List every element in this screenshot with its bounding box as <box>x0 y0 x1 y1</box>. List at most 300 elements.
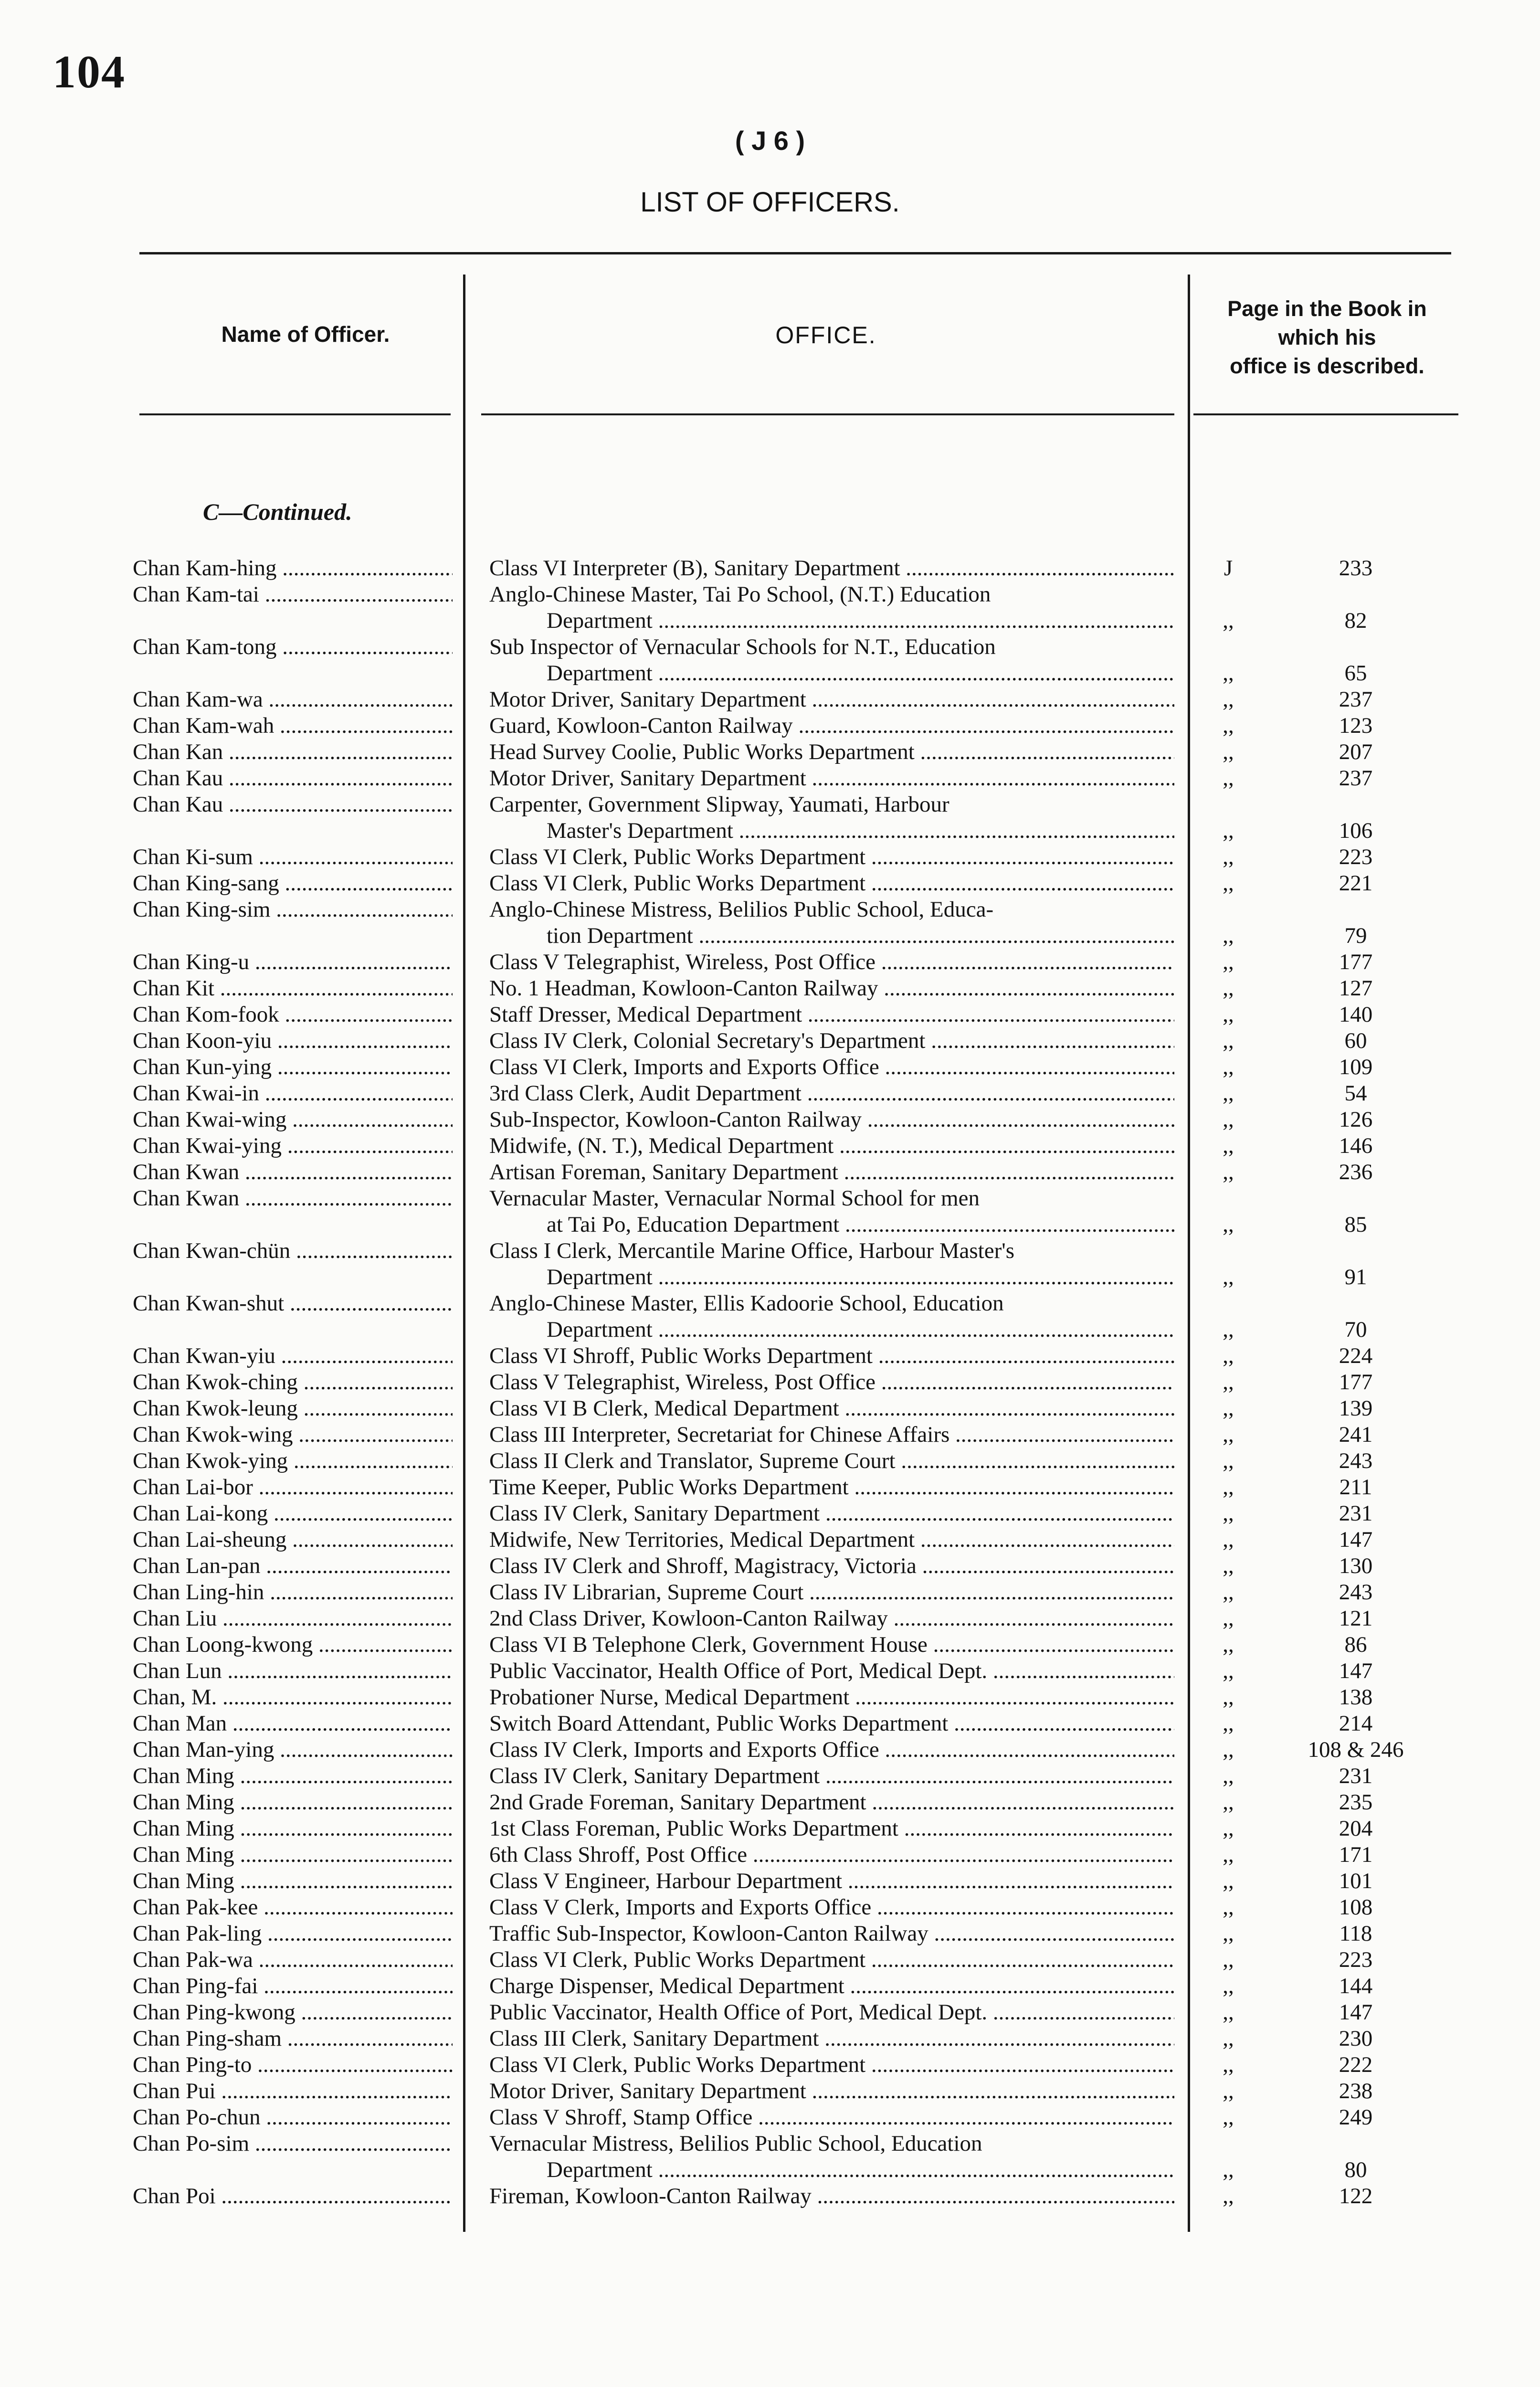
office-line: Midwife, New Territories, Medical Department ..... <box>489 1527 1174 1553</box>
office-line: Class IV Clerk, Sanitary Department ..... <box>489 1763 1174 1789</box>
officer-entry <box>0 844 1540 870</box>
page-reference: 82 <box>1344 608 1367 633</box>
ditto-mark: ,, <box>1223 1632 1234 1657</box>
ditto-mark: ,, <box>1223 766 1234 791</box>
ditto-mark: ,, <box>1223 608 1234 633</box>
header-rule-office <box>481 413 1174 415</box>
ditto-mark: ,, <box>1223 1947 1234 1972</box>
ditto-mark: ,, <box>1223 1685 1234 1710</box>
page-reference: 236 <box>1339 1160 1373 1184</box>
officer-name: Chan Liu ..... <box>133 1605 453 1632</box>
office-line: Class VI Clerk, Imports and Exports Office ..... <box>489 1054 1174 1080</box>
page-reference: 235 <box>1339 1790 1373 1815</box>
officer-entry <box>0 792 1540 844</box>
ditto-mark: ,, <box>1223 1265 1234 1289</box>
office-line: Class V Shroff, Stamp Office ..... <box>489 2104 1174 2131</box>
ditto-mark: ,, <box>1223 661 1234 686</box>
office-line: Department ..... <box>489 608 1174 634</box>
office-line: Motor Driver, Sanitary Department ..... <box>489 765 1174 792</box>
office-description <box>489 2052 1174 2078</box>
ditto-mark: ,, <box>1223 1658 1234 1683</box>
ditto-mark: ,, <box>1223 2026 1234 2051</box>
ditto-mark: ,, <box>1223 1869 1234 1893</box>
office-line: 6th Class Shroff, Post Office ..... <box>489 1842 1174 1868</box>
office-description <box>489 1080 1174 1107</box>
page-reference: 231 <box>1339 1764 1373 1788</box>
office-description <box>489 1737 1174 1763</box>
officer-entry <box>0 1684 1540 1711</box>
ditto-mark: ,, <box>1223 1711 1234 1736</box>
office-description <box>489 555 1174 581</box>
officer-entry <box>0 1080 1540 1107</box>
page-reference: 121 <box>1339 1606 1373 1631</box>
page-reference: 249 <box>1339 2105 1373 2130</box>
officer-name: Chan Ki-sum ..... <box>133 844 453 870</box>
office-line: Charge Dispenser, Medical Department ..... <box>489 1973 1174 1999</box>
office-description <box>489 1028 1174 1054</box>
ditto-mark: ,, <box>1223 1553 1234 1578</box>
page-reference: 147 <box>1339 2000 1373 2025</box>
officer-entry <box>0 1159 1540 1185</box>
officer-entry <box>0 1185 1540 1238</box>
ditto-mark: ,, <box>1223 1370 1234 1394</box>
page-reference: 243 <box>1339 1448 1373 1473</box>
ditto-mark: ,, <box>1223 1448 1234 1473</box>
page-reference: 222 <box>1339 2052 1373 2077</box>
ditto-mark: ,, <box>1223 1055 1234 1079</box>
office-description <box>489 1816 1174 1842</box>
officer-name: Chan Man-ying ..... <box>133 1737 453 1763</box>
officer-name: Chan Lai-kong ..... <box>133 1500 453 1527</box>
officer-name: Chan Ping-sham ..... <box>133 2026 453 2052</box>
page-reference: 237 <box>1339 687 1373 712</box>
officer-name: Chan Poi ..... <box>133 2183 453 2209</box>
officer-name: Chan Kwan-chün ..... <box>133 1238 453 1264</box>
page-reference: 54 <box>1344 1081 1367 1106</box>
officer-entry <box>0 870 1540 897</box>
officer-name: Chan Lai-sheung ..... <box>133 1527 453 1553</box>
office-description <box>489 1133 1174 1159</box>
office-description <box>489 1343 1174 1369</box>
page-reference: 214 <box>1339 1711 1373 1736</box>
office-line: 2nd Grade Foreman, Sanitary Department ..... <box>489 1789 1174 1816</box>
officer-entry <box>0 1369 1540 1395</box>
ditto-mark: ,, <box>1223 1842 1234 1867</box>
office-description <box>489 1947 1174 1973</box>
officer-entry <box>0 1763 1540 1789</box>
page-reference: 224 <box>1339 1343 1373 1368</box>
ditto-mark: ,, <box>1223 739 1234 764</box>
officer-name: Chan King-sim ..... <box>133 897 453 923</box>
page-reference: 85 <box>1344 1212 1367 1237</box>
header-office: OFFICE. <box>775 322 876 349</box>
page-reference: 241 <box>1339 1422 1373 1447</box>
officer-name: Chan Lun ..... <box>133 1658 453 1684</box>
officer-entry <box>0 581 1540 634</box>
ditto-mark: ,, <box>1223 1133 1234 1158</box>
officer-name: Chan Ming ..... <box>133 1868 453 1894</box>
office-line: Department ..... <box>489 1317 1174 1343</box>
office-description <box>489 1422 1174 1448</box>
office-line: Vernacular Mistress, Belilios Public School, Education <box>489 2131 982 2156</box>
officer-entry <box>0 949 1540 975</box>
office-description <box>489 1290 1174 1343</box>
page-reference: 127 <box>1339 976 1373 1001</box>
office-line: Class III Clerk, Sanitary Department ..... <box>489 2026 1174 2052</box>
officer-entry <box>0 1973 1540 1999</box>
ditto-mark: ,, <box>1223 1606 1234 1631</box>
office-line: Fireman, Kowloon-Canton Railway ..... <box>489 2183 1174 2209</box>
officer-name: Chan Kwok-ying ..... <box>133 1448 453 1474</box>
officer-entry <box>0 2026 1540 2052</box>
officer-name: Chan Kau ..... <box>133 765 453 792</box>
office-line: Class I Clerk, Mercantile Marine Office, Harbour Master's <box>489 1238 1015 1263</box>
ditto-mark: ,, <box>1223 845 1234 869</box>
ditto-mark: ,, <box>1223 1343 1234 1368</box>
officer-name: Chan Ping-fai ..... <box>133 1973 453 1999</box>
office-line: Traffic Sub-Inspector, Kowloon-Canton Railway ..... <box>489 1921 1174 1947</box>
office-line: Class VI Clerk, Public Works Department ..... <box>489 844 1174 870</box>
officer-entry <box>0 1868 1540 1894</box>
office-line: Class VI Shroff, Public Works Department ..... <box>489 1343 1174 1369</box>
ditto-mark: ,, <box>1223 1028 1234 1053</box>
office-line: Class VI B Clerk, Medical Department ..... <box>489 1395 1174 1422</box>
office-description <box>489 713 1174 739</box>
section-heading: C—Continued. <box>203 498 352 525</box>
office-description <box>489 1238 1174 1290</box>
office-description <box>489 975 1174 1002</box>
page-reference: 221 <box>1339 871 1373 896</box>
officer-entry <box>0 1816 1540 1842</box>
officer-name: Chan Lan-pan ..... <box>133 1553 453 1579</box>
office-line: 1st Class Foreman, Public Works Department ..... <box>489 1816 1174 1842</box>
office-line: Class II Clerk and Translator, Supreme Court ..... <box>489 1448 1174 1474</box>
ditto-mark: ,, <box>1223 1396 1234 1421</box>
page-reference: 211 <box>1339 1475 1372 1500</box>
officer-name: Chan Ping-to ..... <box>133 2052 453 2078</box>
officer-entry <box>0 1737 1540 1763</box>
ditto-mark: ,, <box>1223 1790 1234 1815</box>
officer-entry <box>0 1422 1540 1448</box>
office-line: Master's Department ..... <box>489 818 1174 844</box>
officer-name: Chan Ming ..... <box>133 1816 453 1842</box>
officer-entry <box>0 739 1540 765</box>
officer-entry <box>0 713 1540 739</box>
ditto-mark: ,, <box>1223 2000 1234 2025</box>
office-line: Class IV Clerk, Sanitary Department ..... <box>489 1500 1174 1527</box>
office-description <box>489 2104 1174 2131</box>
office-description <box>489 1500 1174 1527</box>
page-reference: 139 <box>1339 1396 1373 1421</box>
page-reference: 70 <box>1344 1317 1367 1342</box>
officer-entry <box>0 634 1540 687</box>
officer-name: Chan Kam-hing ..... <box>133 555 453 581</box>
officer-entry <box>0 1107 1540 1133</box>
office-description <box>489 1369 1174 1395</box>
office-description <box>489 739 1174 765</box>
officer-name: Chan Kan ..... <box>133 739 453 765</box>
officer-name: Chan Kam-tai ..... <box>133 581 453 608</box>
office-line: Anglo-Chinese Master, Ellis Kadoorie School, Education <box>489 1291 1004 1316</box>
office-line: Class VI Clerk, Public Works Department ..... <box>489 1947 1174 1973</box>
page-reference: 237 <box>1339 766 1373 791</box>
office-line: Class VI Clerk, Public Works Department ..... <box>489 2052 1174 2078</box>
office-line: Public Vaccinator, Health Office of Port, Medical Dept. ..... <box>489 1658 1174 1684</box>
office-line: Staff Dresser, Medical Department ..... <box>489 1002 1174 1028</box>
page-reference: 238 <box>1339 2079 1373 2103</box>
office-line: Time Keeper, Public Works Department ..... <box>489 1474 1174 1500</box>
ditto-mark: ,, <box>1223 1160 1234 1184</box>
officer-name: Chan Kwan-yiu ..... <box>133 1343 453 1369</box>
page-reference: 109 <box>1339 1055 1373 1079</box>
office-description <box>489 1159 1174 1185</box>
officer-entry <box>0 2183 1540 2209</box>
header-page-line: Page in the Book in <box>1227 296 1427 321</box>
page-reference: 126 <box>1339 1107 1373 1132</box>
office-line: Guard, Kowloon-Canton Railway ..... <box>489 713 1174 739</box>
office-line: Department ..... <box>489 1264 1174 1290</box>
ditto-mark: ,, <box>1223 923 1234 948</box>
officer-name: Chan Ping-kwong ..... <box>133 1999 453 2026</box>
officer-entry <box>0 1028 1540 1054</box>
ditto-mark: ,, <box>1223 976 1234 1001</box>
page-reference: 243 <box>1339 1580 1373 1605</box>
office-line: No. 1 Headman, Kowloon-Canton Railway ..... <box>489 975 1174 1002</box>
officer-name: Chan King-sang ..... <box>133 870 453 897</box>
officer-entry <box>0 2078 1540 2104</box>
ditto-mark: ,, <box>1223 950 1234 974</box>
page-reference: 207 <box>1339 739 1373 764</box>
office-line: Probationer Nurse, Medical Department ..... <box>489 1684 1174 1711</box>
office-line: Anglo-Chinese Mistress, Belilios Public School, Educa- <box>489 897 994 922</box>
office-description <box>489 765 1174 792</box>
ditto-mark: ,, <box>1223 1002 1234 1027</box>
officer-entry <box>0 1290 1540 1343</box>
office-line: Class IV Clerk and Shroff, Magistracy, Victoria ..... <box>489 1553 1174 1579</box>
office-description <box>489 581 1174 634</box>
header-name-of-officer: Name of Officer. <box>221 322 390 347</box>
ditto-mark: ,, <box>1223 1764 1234 1788</box>
page-reference: 108 <box>1339 1895 1373 1920</box>
ditto-mark: ,, <box>1223 1475 1234 1500</box>
officer-entry <box>0 1947 1540 1973</box>
header-page-reference <box>1193 295 1461 380</box>
header-rule-page <box>1193 413 1458 415</box>
office-description <box>489 1448 1174 1474</box>
page-reference: 171 <box>1339 1842 1373 1867</box>
office-description <box>489 1973 1174 1999</box>
officer-entry <box>0 1921 1540 1947</box>
page-reference: 230 <box>1339 2026 1373 2051</box>
header-rule-name <box>139 413 451 415</box>
office-line: Motor Driver, Sanitary Department ..... <box>489 687 1174 713</box>
officer-name: Chan Loong-kwong ..... <box>133 1632 453 1658</box>
page-reference: 79 <box>1344 923 1367 948</box>
page-reference: 106 <box>1339 818 1373 843</box>
office-description <box>489 1002 1174 1028</box>
officer-name: Chan Kwai-wing ..... <box>133 1107 453 1133</box>
office-line: Vernacular Master, Vernacular Normal School for men <box>489 1186 980 1211</box>
office-line: Class III Interpreter, Secretariat for Chinese Affairs ..... <box>489 1422 1174 1448</box>
officer-entry <box>0 1632 1540 1658</box>
office-description <box>489 1868 1174 1894</box>
page-reference: 147 <box>1339 1527 1373 1552</box>
page-reference: 140 <box>1339 1002 1373 1027</box>
officer-name: Chan Kam-wah ..... <box>133 713 453 739</box>
officer-entry <box>0 1711 1540 1737</box>
officer-entry <box>0 1133 1540 1159</box>
ditto-mark: ,, <box>1223 2052 1234 2077</box>
officer-name: Chan Ling-hin ..... <box>133 1579 453 1605</box>
officer-name: Chan King-u ..... <box>133 949 453 975</box>
office-description <box>489 1605 1174 1632</box>
officer-name: Chan Koon-yiu ..... <box>133 1028 453 1054</box>
ditto-mark: ,, <box>1223 1081 1234 1106</box>
office-description <box>489 1185 1174 1238</box>
officer-name: Chan Ming ..... <box>133 1789 453 1816</box>
office-description <box>489 2131 1174 2183</box>
office-description <box>489 1658 1174 1684</box>
officer-entry <box>0 1605 1540 1632</box>
office-description <box>489 1553 1174 1579</box>
officer-entry <box>0 1658 1540 1684</box>
ditto-mark: ,, <box>1223 2079 1234 2103</box>
ditto-mark: ,, <box>1223 687 1234 712</box>
office-line: Class IV Clerk, Colonial Secretary's Department ..... <box>489 1028 1174 1054</box>
office-description <box>489 1474 1174 1500</box>
office-line: Department ..... <box>489 660 1174 687</box>
officer-name: Chan, M. ..... <box>133 1684 453 1711</box>
office-description <box>489 1999 1174 2026</box>
office-line: 2nd Class Driver, Kowloon-Canton Railway ..... <box>489 1605 1174 1632</box>
office-line: at Tai Po, Education Department ..... <box>489 1212 1174 1238</box>
officer-name: Chan Pak-wa ..... <box>133 1947 453 1973</box>
office-description <box>489 1395 1174 1422</box>
officer-entry <box>0 1894 1540 1921</box>
ditto-mark: J <box>1224 556 1233 581</box>
office-description <box>489 2026 1174 2052</box>
section-code: ( J 6 ) <box>735 126 805 156</box>
ditto-mark: ,, <box>1223 1527 1234 1552</box>
page-reference: 223 <box>1339 1947 1373 1972</box>
office-line: Class VI B Telephone Clerk, Government House ..... <box>489 1632 1174 1658</box>
office-description <box>489 1632 1174 1658</box>
top-rule <box>139 252 1451 254</box>
officer-entry <box>0 1842 1540 1868</box>
office-description <box>489 1684 1174 1711</box>
officer-name: Chan Kun-ying ..... <box>133 1054 453 1080</box>
office-line: Class V Telegraphist, Wireless, Post Office ..... <box>489 949 1174 975</box>
officer-entry <box>0 1448 1540 1474</box>
page-reference: 231 <box>1339 1501 1373 1526</box>
office-description <box>489 1894 1174 1921</box>
page-reference: 177 <box>1339 950 1373 974</box>
ditto-mark: ,, <box>1223 1816 1234 1841</box>
officer-entry <box>0 1474 1540 1500</box>
officer-name: Chan Po-chun ..... <box>133 2104 453 2131</box>
page-reference: 122 <box>1339 2184 1373 2208</box>
officer-name: Chan Po-sim ..... <box>133 2131 453 2157</box>
officer-name: Chan Kom-fook ..... <box>133 1002 453 1028</box>
officer-name: Chan Kit ..... <box>133 975 453 1002</box>
officer-entry <box>0 2131 1540 2183</box>
officer-entry <box>0 555 1540 581</box>
office-line: Sub Inspector of Vernacular Schools for N.T., Education <box>489 634 996 659</box>
page-reference: 60 <box>1344 1028 1367 1053</box>
officer-name: Chan Kam-tong ..... <box>133 634 453 660</box>
officer-entry <box>0 687 1540 713</box>
officer-name: Chan Kam-wa ..... <box>133 687 453 713</box>
office-line: tion Department ..... <box>489 923 1174 949</box>
page-reference: 138 <box>1339 1685 1373 1710</box>
office-line: Midwife, (N. T.), Medical Department ..... <box>489 1133 1174 1159</box>
officer-name: Chan Man ..... <box>133 1711 453 1737</box>
office-line: Class IV Librarian, Supreme Court ..... <box>489 1579 1174 1605</box>
ditto-mark: ,, <box>1223 713 1234 738</box>
office-description <box>489 634 1174 687</box>
officer-entry <box>0 1527 1540 1553</box>
office-line: Sub-Inspector, Kowloon-Canton Railway ..... <box>489 1107 1174 1133</box>
ditto-mark: ,, <box>1223 1974 1234 1998</box>
header-page-line: which his <box>1278 325 1376 349</box>
ditto-mark: ,, <box>1223 1895 1234 1920</box>
office-line: Class VI Interpreter (B), Sanitary Department ..... <box>489 555 1174 581</box>
office-description <box>489 870 1174 897</box>
office-line: Class VI Clerk, Public Works Department ..... <box>489 870 1174 897</box>
officer-name: Chan Kwai-ying ..... <box>133 1133 453 1159</box>
page-reference: 144 <box>1339 1974 1373 1998</box>
officer-name: Chan Kwan ..... <box>133 1185 453 1212</box>
office-description <box>489 1711 1174 1737</box>
officer-entry <box>0 1500 1540 1527</box>
page-reference: 130 <box>1339 1553 1373 1578</box>
officer-entry <box>0 1579 1540 1605</box>
page-title: LIST OF OFFICERS. <box>640 187 900 218</box>
ditto-mark: ,, <box>1223 1737 1234 1762</box>
office-description <box>489 792 1174 844</box>
page-reference: 108 & 246 <box>1308 1737 1404 1762</box>
page-reference: 204 <box>1339 1816 1373 1841</box>
officer-name: Chan Pak-kee ..... <box>133 1894 453 1921</box>
office-description <box>489 1921 1174 1947</box>
page-reference: 223 <box>1339 845 1373 869</box>
office-description <box>489 1579 1174 1605</box>
officer-entry <box>0 765 1540 792</box>
office-line: Department ..... <box>489 2157 1174 2183</box>
ditto-mark: ,, <box>1223 1422 1234 1447</box>
officer-name: Chan Kwok-wing ..... <box>133 1422 453 1448</box>
officer-name: Chan Kwan-shut ..... <box>133 1290 453 1317</box>
ditto-mark: ,, <box>1223 1501 1234 1526</box>
office-line: Class IV Clerk, Imports and Exports Office ..... <box>489 1737 1174 1763</box>
page-reference: 147 <box>1339 1658 1373 1683</box>
officer-entry <box>0 1999 1540 2026</box>
officer-name: Chan Kwok-ching ..... <box>133 1369 453 1395</box>
page-reference: 233 <box>1339 556 1373 581</box>
ditto-mark: ,, <box>1223 1580 1234 1605</box>
office-line: Class V Telegraphist, Wireless, Post Office ..... <box>489 1369 1174 1395</box>
page-reference: 65 <box>1344 661 1367 686</box>
page-reference: 123 <box>1339 713 1373 738</box>
office-line: Artisan Foreman, Sanitary Department ..... <box>489 1159 1174 1185</box>
office-line: Public Vaccinator, Health Office of Port, Medical Dept. ..... <box>489 1999 1174 2026</box>
page-reference: 101 <box>1339 1869 1373 1893</box>
office-line: Class V Engineer, Harbour Department ..... <box>489 1868 1174 1894</box>
ditto-mark: ,, <box>1223 2157 1234 2182</box>
officer-name: Chan Kwok-leung ..... <box>133 1395 453 1422</box>
officer-entry <box>0 2104 1540 2131</box>
officer-name: Chan Kwan ..... <box>133 1159 453 1185</box>
